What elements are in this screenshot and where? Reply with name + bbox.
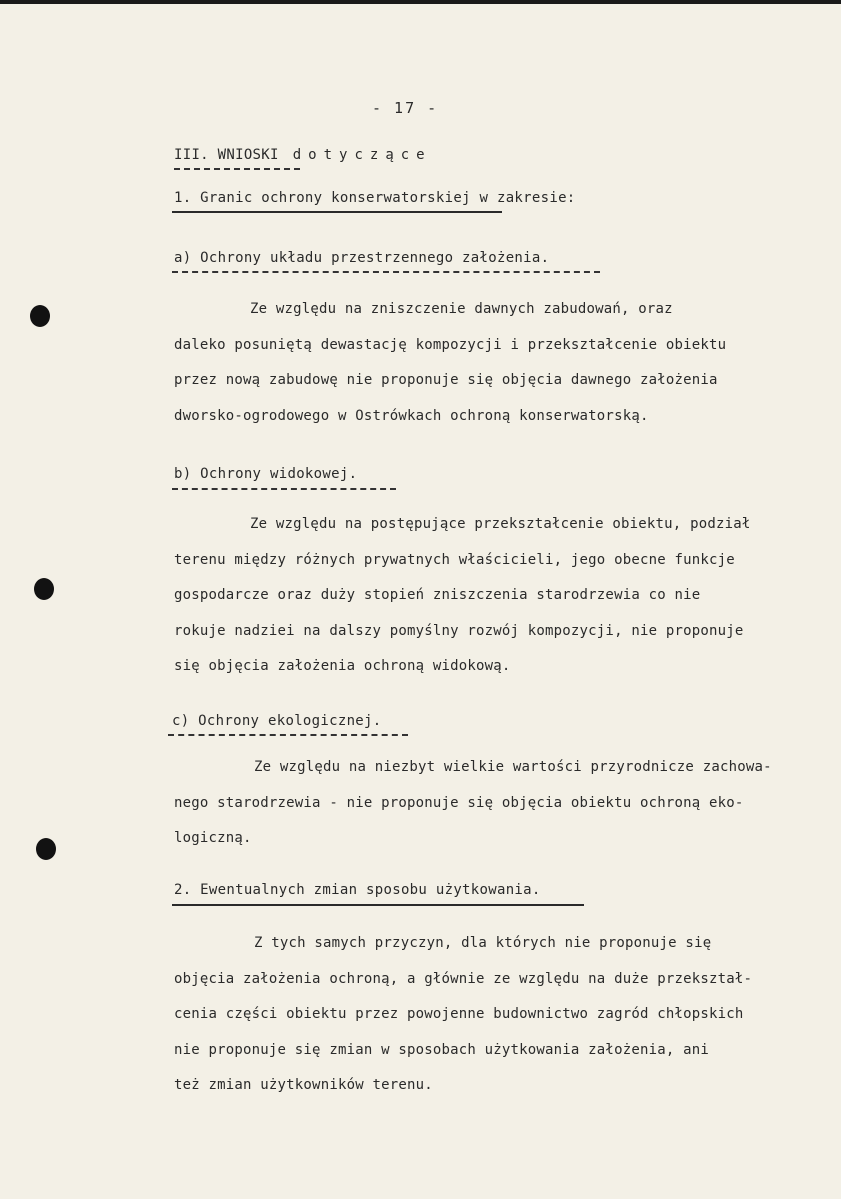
section1-title: 1. Granic ochrony konserwatorskiej w zakresie: [174,190,576,206]
paragraph-line: się objęcia założenia ochroną widokową. [174,658,511,674]
punch-hole [30,305,50,327]
paragraph-line: nie proponuje się zmian w sposobach użytkowania założenia, ani [174,1041,709,1058]
punch-hole [34,578,54,600]
section1c-paragraph [174,750,772,857]
paragraph-line: daleko posuniętą dewastację kompozycji i przekształcenie obiektu [174,336,727,353]
section1b-paragraph [174,507,750,685]
section1-underline [172,211,502,213]
paragraph-line: Ze względu na postępujące przekształcenie obiektu, podział [250,516,751,532]
section1b-title: b) Ochrony widokowej. [174,466,358,482]
section1c-underline [168,734,408,736]
page-number: - 17 - [372,99,439,117]
section-heading [174,147,432,163]
paragraph-line: dworsko-ogrodowego w Ostrówkach ochroną konserwatorską. [174,407,649,424]
paragraph-line: też zmian użytkowników terenu. [174,1077,433,1093]
paragraph-line: rokuje nadziei na dalszy pomyślny rozwój kompozycji, nie proponuje [174,622,744,639]
section2-paragraph [174,926,752,1104]
section1b-underline [172,488,396,490]
heading-part2: dotyczące [292,147,432,163]
paragraph-line: Z tych samych przyczyn, dla których nie proponuje się [254,935,712,951]
paragraph-line: przez nową zabudowę nie proponuje się objęcia dawnego założenia [174,372,718,388]
paragraph-line: terenu między różnych prywatnych właścicieli, jego obecne funkcje [174,551,735,568]
paragraph-line: cenia części obiektu przez powojenne budownictwo zagród chłopskich [174,1006,744,1022]
section1a-underline [172,271,600,273]
section2-title: 2. Ewentualnych zmian sposobu użytkowania. [174,882,541,898]
paragraph-line: gospodarcze oraz duży stopień zniszczenia starodrzewia co nie [174,587,701,603]
section1a-title: a) Ochrony układu przestrzennego założenia. [174,250,550,266]
punch-hole [36,838,56,860]
section1c-title: c) Ochrony ekologicznej. [172,713,382,729]
paragraph-line: objęcia założenia ochroną, a głównie ze względu na duże przekształ- [174,970,753,987]
page-top-edge [0,0,841,4]
heading-underline [174,168,300,170]
heading-part1: III. WNIOSKI [174,147,279,163]
paragraph-line: Ze względu na niezbyt wielkie wartości przyrodnicze zachowa- [254,759,772,775]
section1a-paragraph [174,292,726,434]
paragraph-line: nego starodrzewia - nie proponuje się objęcia obiektu ochroną eko- [174,794,744,811]
paragraph-line: logiczną. [174,830,252,846]
paragraph-line: Ze względu na zniszczenie dawnych zabudowań, oraz [250,301,673,317]
section2-underline [172,904,584,906]
